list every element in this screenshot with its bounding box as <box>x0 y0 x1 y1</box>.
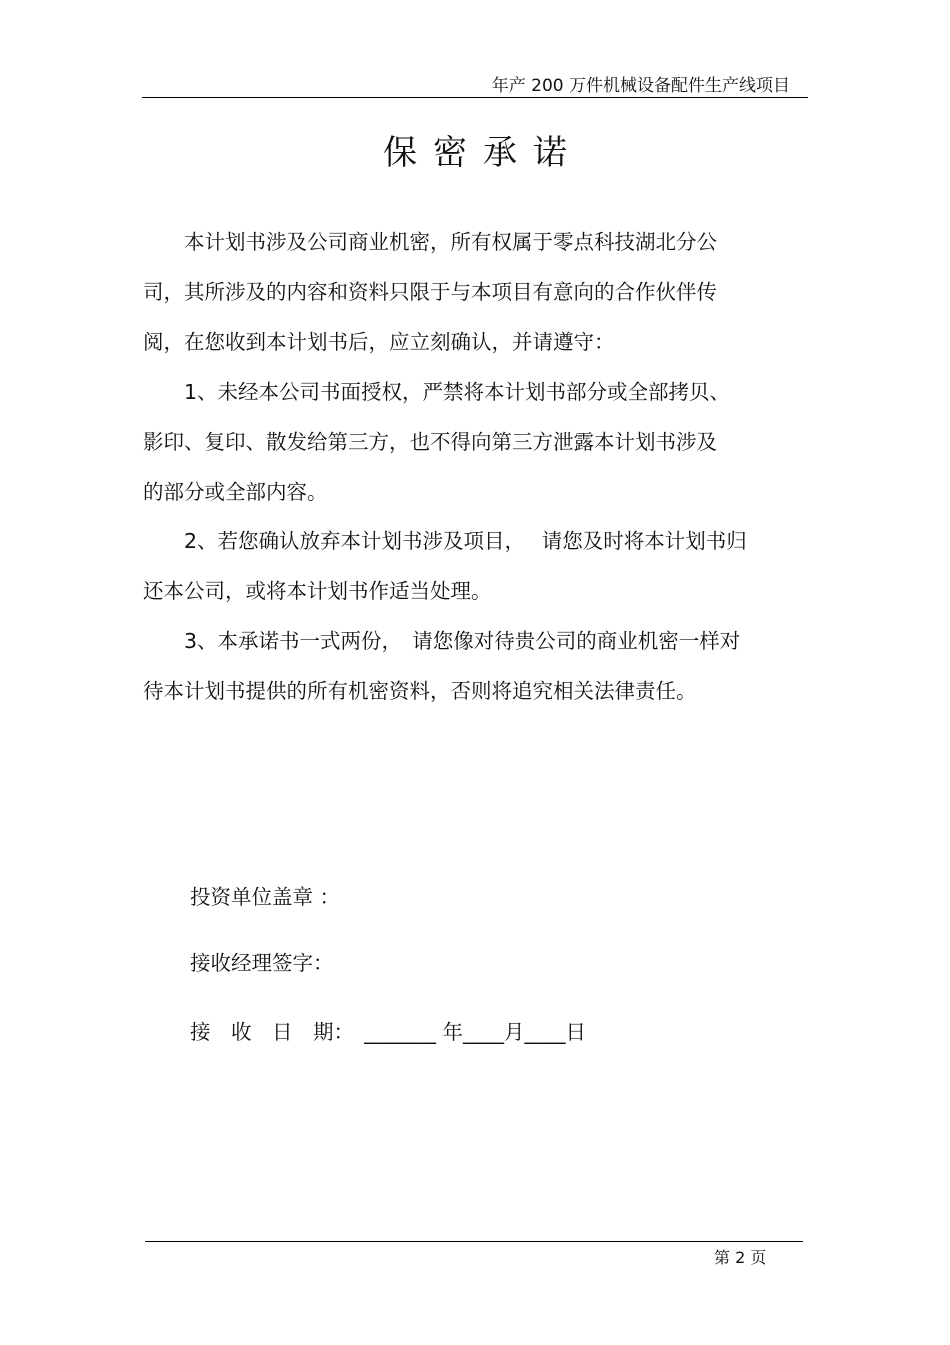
page-title: 保密承诺 <box>383 133 583 173</box>
manager-signature-label: 接收经理签字： <box>190 951 334 975</box>
body-line: 3、本承诺书一式两份， 请您像对待贵公司的商业机密一样对 <box>143 629 741 654</box>
body-line: 1、未经本公司书面授权，严禁将本计划书部分或全部拷贝、 <box>143 379 731 404</box>
seal-label: 投资单位盖章 ： <box>190 885 341 909</box>
receipt-date-label: 接 收 日 期： _______ 年____月____日 <box>190 1020 587 1044</box>
body-line: 的部分或全部内容。 <box>143 479 328 504</box>
page-number: 第 2 页 <box>714 1248 767 1267</box>
footer-divider <box>145 1241 803 1242</box>
body-line: 2、若您确认放弃本计划书涉及项目， 请您及时将本计划书归 <box>143 529 747 554</box>
body-line: 还本公司，或将本计划书作适当处理。 <box>143 579 492 604</box>
body-line: 本计划书涉及公司商业机密，所有权属于零点科技湖北分公 <box>143 230 717 254</box>
header-divider <box>142 97 808 98</box>
body-line: 司，其所涉及的内容和资料只限于与本项目有意向的合作伙伴传 <box>143 279 717 304</box>
body-line: 阅，在您收到本计划书后，应立刻确认，并请遵守： <box>143 329 615 354</box>
running-header: 年产 200 万件机械设备配件生产线项目 <box>491 76 790 96</box>
body-line: 待本计划书提供的所有机密资料，否则将追究相关法律责任。 <box>143 679 697 704</box>
body-line: 影印、复印、散发给第三方，也不得向第三方泄露本计划书涉及 <box>143 429 717 454</box>
